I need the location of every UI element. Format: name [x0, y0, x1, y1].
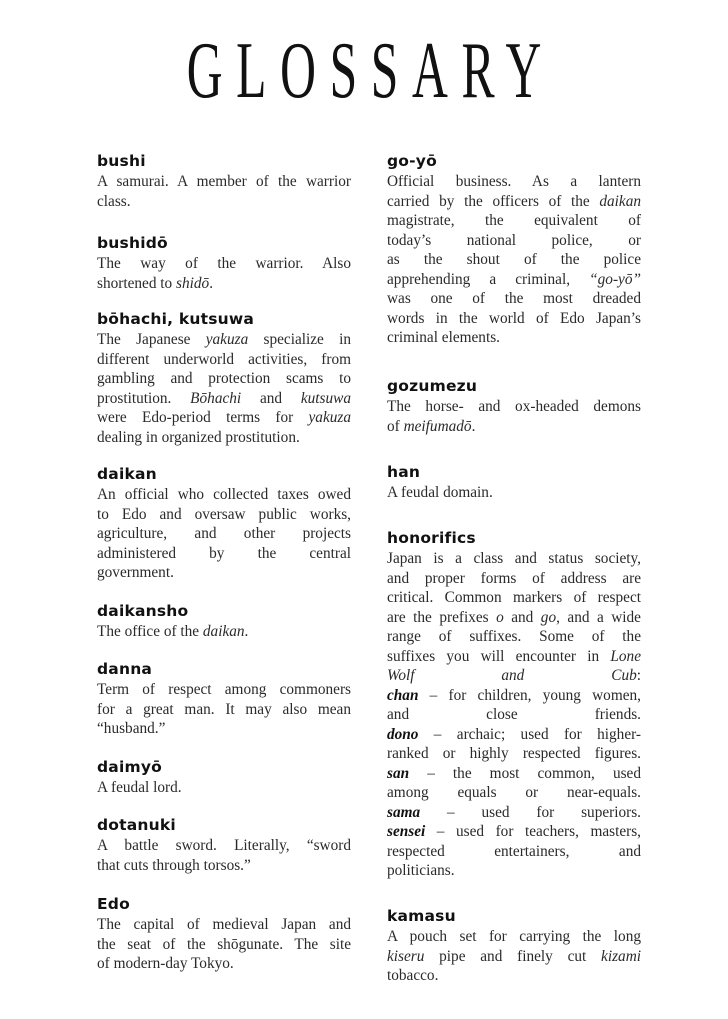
- definition-text: were Edo-period terms for: [97, 409, 309, 426]
- glossary-entry: [97, 756, 351, 798]
- definition-line: [387, 328, 641, 348]
- italic-term: daikan: [202, 623, 245, 640]
- definition-line: [97, 408, 351, 428]
- definition-text: apprehending a criminal,: [387, 270, 590, 288]
- definition-text: The office of the: [97, 623, 203, 640]
- italic-term: Bōhachi: [190, 389, 242, 407]
- definition-line: [97, 836, 351, 856]
- definition-line: [97, 563, 351, 583]
- glossary-entry: [97, 814, 351, 875]
- glossary-definition: [97, 622, 351, 642]
- definition-text: prostitution.: [97, 389, 191, 407]
- definition-line: [387, 309, 641, 329]
- italic-term: yakuza: [308, 409, 351, 426]
- glossary-term: han: [387, 463, 421, 481]
- definition-line: [97, 544, 351, 564]
- glossary-definition: [97, 680, 351, 739]
- definition-text: government.: [97, 564, 174, 581]
- honorific-term: sensei: [387, 823, 426, 840]
- italic-term: daikan: [599, 192, 641, 210]
- glossary-definition: [387, 397, 641, 436]
- definition-text: Japan is a class and status society,: [387, 550, 641, 567]
- glossary-term: daikansho: [97, 602, 189, 620]
- glossary-term: dotanuki: [97, 816, 176, 834]
- glossary-definition: [97, 485, 351, 583]
- glossary-entry: [97, 308, 351, 447]
- definition-line: [387, 172, 641, 192]
- definition-text: – used for teachers, masters,: [425, 823, 641, 840]
- definition-text: A battle sword. Literally, “sword: [97, 837, 351, 854]
- glossary-definition: [97, 836, 351, 875]
- definition-text: shortened to: [97, 274, 177, 292]
- glossary-entry: [97, 893, 351, 974]
- definition-text: respected entertainers, and: [387, 842, 641, 860]
- glossary-term: Edo: [97, 895, 130, 913]
- definition-text: the seat of the shōgunate. The site: [97, 935, 351, 953]
- glossary-term: bōhachi, kutsuwa: [97, 310, 255, 328]
- definition-line: [97, 254, 351, 274]
- glossary-definition: [97, 778, 351, 798]
- definition-text: gambling and protection scams to: [97, 370, 351, 387]
- definition-line: [387, 822, 641, 842]
- definition-line: [387, 861, 641, 881]
- definition-line: [387, 211, 641, 231]
- definition-text: The capital of medieval Japan and: [97, 916, 351, 933]
- definition-text: , and a wide: [556, 608, 641, 626]
- definition-text: to Edo and oversaw public works,: [97, 505, 351, 523]
- definition-line: [97, 192, 351, 212]
- definition-text: A feudal domain.: [387, 484, 493, 501]
- definition-text: pipe and finely cut: [424, 947, 602, 965]
- definition-text: The Japanese: [97, 331, 206, 348]
- glossary-term: bushi: [97, 152, 146, 170]
- glossary-entry: [97, 232, 351, 293]
- definition-text: .: [244, 623, 249, 640]
- definition-line: [387, 842, 641, 862]
- definition-text: The way of the warrior. Also: [97, 255, 351, 272]
- definition-text: :: [636, 667, 641, 684]
- definition-line: [387, 783, 641, 803]
- definition-line: [387, 744, 641, 764]
- definition-line: [387, 966, 641, 986]
- definition-text: – for children, young women,: [418, 686, 641, 704]
- definition-text: agriculture, and other projects: [97, 525, 351, 542]
- honorific-term: san: [387, 764, 410, 782]
- definition-line: [97, 485, 351, 505]
- italic-term: o: [496, 608, 504, 626]
- definition-text: are the prefixes: [387, 608, 497, 626]
- definition-line: [387, 231, 641, 251]
- definition-line: [387, 705, 641, 725]
- definition-line: [97, 369, 351, 389]
- definition-line: [97, 680, 351, 700]
- glossary-definition: [97, 172, 351, 211]
- definition-line: [97, 172, 351, 192]
- definition-text: specialize in: [248, 331, 351, 348]
- definition-line: [387, 647, 641, 667]
- definition-text: dealing in organized prostitution.: [97, 428, 300, 446]
- definition-text: and: [503, 608, 541, 626]
- italic-term: kutsuwa: [300, 389, 351, 407]
- definition-text: “husband.”: [97, 720, 166, 737]
- definition-text: and close friends.: [387, 706, 641, 723]
- italic-term: shidō: [176, 274, 210, 292]
- italic-term: yakuza: [205, 331, 249, 348]
- glossary-entry: [387, 905, 641, 986]
- definition-line: [387, 270, 641, 290]
- definition-line: [387, 289, 641, 309]
- definition-text: critical. Common markers of respect: [387, 589, 641, 606]
- definition-line: [97, 935, 351, 955]
- definition-text: criminal elements.: [387, 329, 500, 346]
- definition-text: was one of the most dreaded: [387, 290, 641, 307]
- glossary-entry: [97, 150, 351, 211]
- glossary-term: bushidō: [97, 234, 168, 252]
- glossary-entry: [387, 461, 641, 503]
- definition-text: – used for superiors.: [420, 803, 641, 821]
- definition-line: [387, 686, 641, 706]
- definition-line: [97, 954, 351, 974]
- glossary-entry: [387, 375, 641, 436]
- definition-text: A samurai. A member of the warrior: [97, 173, 351, 190]
- definition-text: The horse- and ox-headed demons: [387, 398, 641, 415]
- definition-text: among equals or near-equals.: [387, 784, 641, 801]
- definition-text: and proper forms of address are: [387, 569, 641, 587]
- definition-line: [97, 330, 351, 350]
- glossary-entry: [97, 463, 351, 583]
- glossary-term: kamasu: [387, 907, 456, 925]
- definition-line: [387, 397, 641, 417]
- definition-text: magistrate, the equivalent of: [387, 212, 641, 229]
- italic-term: Lone: [610, 647, 641, 665]
- definition-line: [387, 483, 641, 503]
- definition-text: class.: [97, 192, 131, 210]
- definition-text: suffixes you will encounter in: [387, 647, 611, 665]
- glossary-entry: [97, 658, 351, 739]
- definition-text: – the most common, used: [409, 764, 641, 782]
- definition-text: A feudal lord.: [97, 779, 182, 796]
- definition-text: carried by the officers of the: [387, 192, 600, 210]
- glossary-definition: [387, 172, 641, 348]
- glossary-term: gozumezu: [387, 377, 478, 395]
- glossary-term: daikan: [97, 465, 157, 483]
- definition-text: for a great man. It may also mean: [97, 700, 351, 718]
- definition-text: Official business. As a lantern: [387, 173, 641, 190]
- definition-text: Term of respect among commoners: [97, 681, 351, 698]
- definition-line: [387, 947, 641, 967]
- definition-line: [97, 778, 351, 798]
- definition-text: of: [387, 417, 404, 435]
- glossary-entry: [97, 600, 351, 642]
- definition-line: [97, 505, 351, 525]
- definition-line: [387, 588, 641, 608]
- definition-line: [97, 389, 351, 409]
- definition-line: [387, 764, 641, 784]
- definition-text: A pouch set for carrying the long: [387, 928, 641, 945]
- definition-line: [97, 719, 351, 739]
- definition-line: [387, 627, 641, 647]
- definition-line: [387, 569, 641, 589]
- definition-text: .: [209, 274, 214, 292]
- glossary-definition: [97, 330, 351, 447]
- honorific-term: sama: [387, 803, 421, 821]
- definition-line: [387, 250, 641, 270]
- definition-line: [97, 700, 351, 720]
- italic-term: meifumadō: [403, 417, 472, 435]
- definition-text: and: [241, 389, 301, 407]
- definition-text: today’s national police, or: [387, 231, 641, 249]
- glossary-term: daimyō: [97, 758, 162, 776]
- glossary-definition: [387, 483, 641, 503]
- definition-text: tobacco.: [387, 967, 439, 984]
- glossary-definition: [97, 254, 351, 293]
- definition-line: [97, 350, 351, 370]
- definition-line: [387, 549, 641, 569]
- definition-text: – archaic; used for higher-: [418, 725, 641, 743]
- glossary-definition: [97, 915, 351, 974]
- definition-line: [387, 608, 641, 628]
- italic-term: “go-yō”: [589, 270, 641, 288]
- definition-line: [97, 428, 351, 448]
- definition-line: [387, 417, 641, 437]
- definition-text: ranked or highly respected figures.: [387, 745, 641, 762]
- definition-text: .: [471, 417, 476, 435]
- definition-line: [387, 803, 641, 823]
- definition-line: [387, 927, 641, 947]
- definition-line: [97, 524, 351, 544]
- definition-line: [387, 666, 641, 686]
- italic-term: Wolf and Cub: [387, 667, 637, 684]
- definition-line: [387, 192, 641, 212]
- definition-line: [97, 856, 351, 876]
- definition-text: administered by the central: [97, 544, 351, 562]
- definition-text: words in the world of Edo Japan’s: [387, 309, 641, 327]
- glossary-term: go-yō: [387, 152, 437, 170]
- glossary-term: danna: [97, 660, 153, 678]
- glossary-term: honorifics: [387, 529, 476, 547]
- definition-text: that cuts through torsos.”: [97, 856, 251, 874]
- definition-text: of modern-day Tokyo.: [97, 955, 234, 972]
- definition-text: An official who collected taxes owed: [97, 486, 351, 503]
- definition-line: [387, 725, 641, 745]
- definition-line: [97, 274, 351, 294]
- glossary-entry: [387, 150, 641, 348]
- definition-line: [97, 622, 351, 642]
- definition-text: different underworld activities, from: [97, 350, 351, 368]
- definition-text: range of suffixes. Some of the: [387, 628, 641, 645]
- italic-term: kiseru: [387, 947, 425, 965]
- definition-text: as the shout of the police: [387, 251, 641, 268]
- definition-line: [97, 915, 351, 935]
- page-title: GLOSSARY: [186, 27, 555, 115]
- honorific-term: dono: [387, 725, 419, 743]
- italic-term: go: [540, 608, 557, 626]
- glossary-entry: [387, 527, 641, 881]
- glossary-definition: [387, 549, 641, 881]
- honorific-term: chan: [387, 686, 419, 704]
- definition-text: politicians.: [387, 862, 455, 879]
- glossary-definition: [387, 927, 641, 986]
- italic-term: kizami: [601, 947, 641, 965]
